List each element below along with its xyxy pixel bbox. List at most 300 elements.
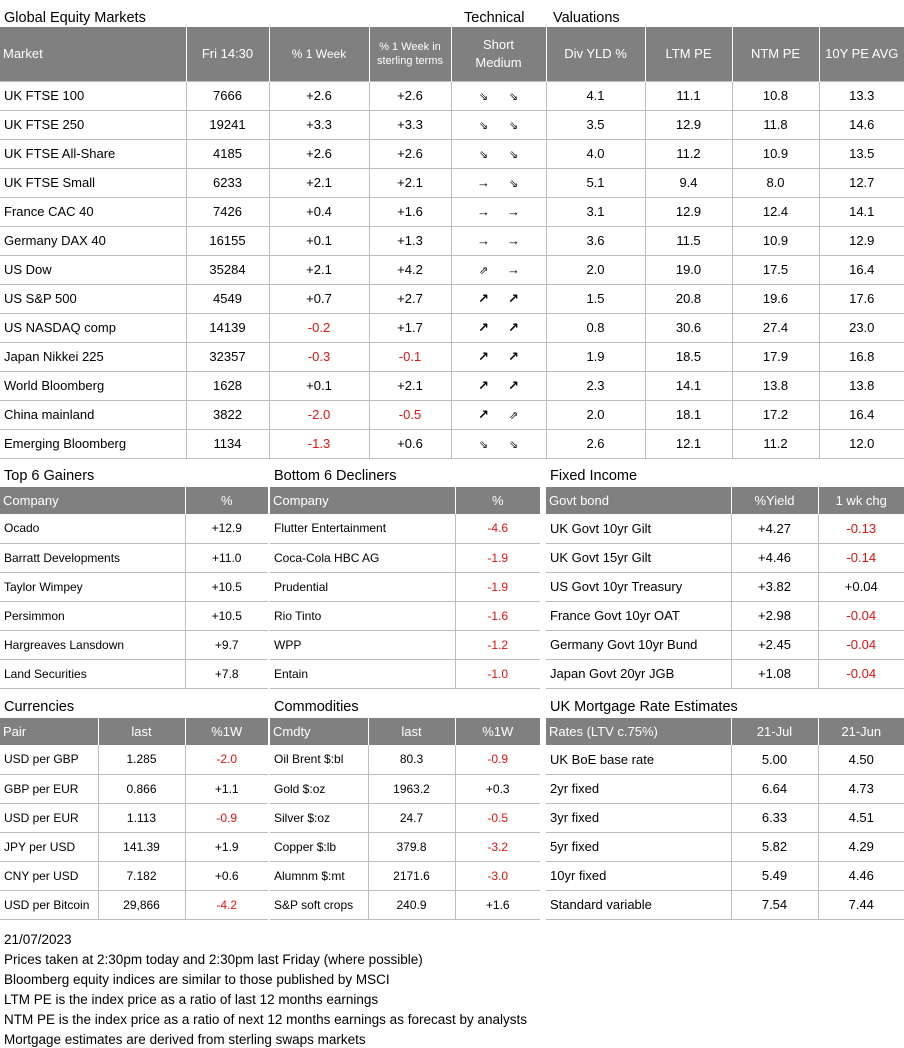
commodities-last: 80.3 <box>368 745 455 774</box>
decliners-pct: -1.0 <box>455 659 540 688</box>
table-row <box>270 601 540 630</box>
table-row <box>546 659 904 688</box>
market-sterling-change: +2.1 <box>369 168 451 197</box>
col-time: Fri 14:30 <box>186 27 269 81</box>
commodities-chg: -0.9 <box>455 745 540 774</box>
market-sterling-change: +1.6 <box>369 197 451 226</box>
market-sterling-change: +2.6 <box>369 139 451 168</box>
market-week-change: +2.1 <box>269 168 369 197</box>
table-row <box>0 630 268 659</box>
market-ltm-pe: 9.4 <box>645 168 732 197</box>
arrow-right-icon <box>475 234 493 247</box>
col-market: Market <box>0 27 186 81</box>
mortgage-title: UK Mortgage Rate Estimates <box>550 699 738 715</box>
currencies-chg: -0.9 <box>185 803 268 832</box>
market-div-yield: 2.6 <box>546 429 645 458</box>
commodities-chg: +0.3 <box>455 774 540 803</box>
fixed-chg: -0.04 <box>818 630 904 659</box>
market-ltm-pe: 12.1 <box>645 429 732 458</box>
table-row <box>270 514 540 543</box>
currencies-chg: +0.6 <box>185 861 268 890</box>
market-sterling-change: +2.6 <box>369 81 451 110</box>
table-row <box>270 861 540 890</box>
market-week-change: +0.4 <box>269 197 369 226</box>
market-div-yield: 1.5 <box>546 284 645 313</box>
currencies-col-last: last <box>98 718 185 745</box>
fixed-bond: US Govt 10yr Treasury <box>546 572 731 601</box>
arrow-down-right-icon <box>475 89 493 104</box>
fixed-yield: +3.82 <box>731 572 818 601</box>
currencies-pair: USD per Bitcoin <box>0 890 98 919</box>
fixed-bond: UK Govt 10yr Gilt <box>546 514 731 543</box>
table-row <box>546 543 904 572</box>
commodities-table <box>270 718 540 920</box>
currencies-last: 7.182 <box>98 861 185 890</box>
mortgage-rate: Standard variable <box>546 890 731 919</box>
table-row <box>0 342 904 371</box>
fixed-chg: -0.14 <box>818 543 904 572</box>
footnote-line: Prices taken at 2:30pm today and 2:30pm last Friday (where possible) <box>4 952 423 967</box>
market-ntm-pe: 11.2 <box>732 429 819 458</box>
market-week-change: -0.2 <box>269 313 369 342</box>
market-sterling-change: +3.3 <box>369 110 451 139</box>
currencies-chg: -4.2 <box>185 890 268 919</box>
market-10y-pe-avg: 13.5 <box>819 139 904 168</box>
market-10y-pe-avg: 16.8 <box>819 342 904 371</box>
decliners-name: Entain <box>270 659 455 688</box>
market-sterling-change: +2.7 <box>369 284 451 313</box>
market-ntm-pe: 8.0 <box>732 168 819 197</box>
gainers-name: Hargreaves Lansdown <box>0 630 185 659</box>
market-ntm-pe: 17.5 <box>732 255 819 284</box>
gainers-col-company: Company <box>0 487 185 514</box>
fixed-yield: +4.27 <box>731 514 818 543</box>
commodities-last: 24.7 <box>368 803 455 832</box>
table-row <box>0 284 904 313</box>
gainers-name: Ocado <box>0 514 185 543</box>
market-price: 1628 <box>186 371 269 400</box>
table-row <box>0 429 904 458</box>
table-row <box>0 803 268 832</box>
technical-indicators <box>451 197 546 226</box>
market-div-yield: 3.6 <box>546 226 645 255</box>
market-10y-pe-avg: 14.6 <box>819 110 904 139</box>
gainers-name: Land Securities <box>0 659 185 688</box>
fixed-chg: -0.13 <box>818 514 904 543</box>
market-ltm-pe: 12.9 <box>645 110 732 139</box>
table-row <box>546 832 904 861</box>
market-div-yield: 0.8 <box>546 313 645 342</box>
valuations-title: Valuations <box>553 10 620 26</box>
market-price: 1134 <box>186 429 269 458</box>
market-name: UK FTSE 250 <box>0 110 186 139</box>
market-name: US Dow <box>0 255 186 284</box>
gainers-pct: +10.5 <box>185 572 268 601</box>
technical-indicators <box>451 400 546 429</box>
commodities-cmdty: S&P soft crops <box>270 890 368 919</box>
technical-indicators <box>451 371 546 400</box>
fixed-title: Fixed Income <box>550 468 638 484</box>
technical-indicators <box>451 81 546 110</box>
table-row <box>270 745 540 774</box>
market-price: 7666 <box>186 81 269 110</box>
mortgage-jun: 4.50 <box>818 745 904 774</box>
commodities-cmdty: Copper $:lb <box>270 832 368 861</box>
market-sterling-change: +2.1 <box>369 371 451 400</box>
market-sterling-change: +4.2 <box>369 255 451 284</box>
market-week-change: -2.0 <box>269 400 369 429</box>
market-week-change: +2.6 <box>269 139 369 168</box>
market-ltm-pe: 30.6 <box>645 313 732 342</box>
table-row <box>270 774 540 803</box>
market-ltm-pe: 18.1 <box>645 400 732 429</box>
mortgage-jul: 5.49 <box>731 861 818 890</box>
decliners-name: Flutter Entertainment <box>270 514 455 543</box>
mortgage-jul: 6.33 <box>731 803 818 832</box>
mortgage-jun: 4.46 <box>818 861 904 890</box>
arrow-down-right-icon <box>475 118 493 133</box>
fixed-bond: Japan Govt 20yr JGB <box>546 659 731 688</box>
market-ltm-pe: 11.1 <box>645 81 732 110</box>
decliners-title: Bottom 6 Decliners <box>274 468 397 484</box>
arrow-right-icon <box>505 205 523 218</box>
market-week-change: +3.3 <box>269 110 369 139</box>
mortgage-jun: 4.73 <box>818 774 904 803</box>
col-week: % 1 Week <box>269 27 369 81</box>
col-sterling: % 1 Week in sterling terms <box>369 27 451 81</box>
commodities-cmdty: Oil Brent $:bl <box>270 745 368 774</box>
arrow-up-right-icon <box>505 350 523 363</box>
table-row <box>0 226 904 255</box>
market-week-change: +0.7 <box>269 284 369 313</box>
equity-title: Global Equity Markets <box>4 10 146 26</box>
technical-indicators <box>451 255 546 284</box>
market-price: 6233 <box>186 168 269 197</box>
market-10y-pe-avg: 12.9 <box>819 226 904 255</box>
mortgage-rate: 2yr fixed <box>546 774 731 803</box>
currencies-last: 1.113 <box>98 803 185 832</box>
market-name: China mainland <box>0 400 186 429</box>
mortgage-col-jul: 21-Jul <box>731 718 818 745</box>
market-sterling-change: -0.5 <box>369 400 451 429</box>
market-name: France CAC 40 <box>0 197 186 226</box>
decliners-pct: -4.6 <box>455 514 540 543</box>
decliners-pct: -1.9 <box>455 572 540 601</box>
table-row <box>0 774 268 803</box>
gainers-pct: +11.0 <box>185 543 268 572</box>
market-div-yield: 2.0 <box>546 255 645 284</box>
market-ltm-pe: 11.5 <box>645 226 732 255</box>
table-row <box>0 572 268 601</box>
technical-indicators <box>451 429 546 458</box>
table-row <box>0 400 904 429</box>
market-sterling-change: -0.1 <box>369 342 451 371</box>
mortgage-rate: 10yr fixed <box>546 861 731 890</box>
mortgage-jul: 6.64 <box>731 774 818 803</box>
market-price: 19241 <box>186 110 269 139</box>
gainers-pct: +10.5 <box>185 601 268 630</box>
technical-title: Technical <box>464 10 525 26</box>
fixed-yield: +4.46 <box>731 543 818 572</box>
currencies-title: Currencies <box>4 699 75 715</box>
mortgage-col-rate: Rates (LTV c.75%) <box>546 718 731 745</box>
col-avg: 10Y PE AVG <box>819 27 904 81</box>
market-div-yield: 3.1 <box>546 197 645 226</box>
table-row <box>0 745 268 774</box>
arrow-up-right-icon <box>505 379 523 392</box>
footnote-line: NTM PE is the index price as a ratio of next 12 months earnings as forecast by analysts <box>4 1012 527 1027</box>
arrow-down-right-icon <box>505 147 523 162</box>
gainers-title: Top 6 Gainers <box>4 468 95 484</box>
table-row <box>546 630 904 659</box>
market-price: 32357 <box>186 342 269 371</box>
footnote-line: LTM PE is the index price as a ratio of last 12 months earnings <box>4 992 379 1007</box>
arrow-up-right-icon <box>475 350 493 363</box>
mortgage-rate: 3yr fixed <box>546 803 731 832</box>
market-div-yield: 3.5 <box>546 110 645 139</box>
currencies-col-pair: Pair <box>0 718 98 745</box>
arrow-down-right-icon <box>505 89 523 104</box>
market-ntm-pe: 11.8 <box>732 110 819 139</box>
currencies-chg: -2.0 <box>185 745 268 774</box>
table-row <box>0 832 268 861</box>
market-div-yield: 2.3 <box>546 371 645 400</box>
fixed-bond: France Govt 10yr OAT <box>546 601 731 630</box>
commodities-cmdty: Gold $:oz <box>270 774 368 803</box>
footnotes <box>4 930 527 1048</box>
market-price: 4185 <box>186 139 269 168</box>
currencies-pair: USD per EUR <box>0 803 98 832</box>
fixed-chg: +0.04 <box>818 572 904 601</box>
gainers-name: Barratt Developments <box>0 543 185 572</box>
market-10y-pe-avg: 13.3 <box>819 81 904 110</box>
market-week-change: +2.1 <box>269 255 369 284</box>
mortgage-jun: 4.51 <box>818 803 904 832</box>
commodities-cmdty: Alumnm $:mt <box>270 861 368 890</box>
technical-indicators <box>451 168 546 197</box>
market-week-change: -0.3 <box>269 342 369 371</box>
market-price: 14139 <box>186 313 269 342</box>
market-ntm-pe: 27.4 <box>732 313 819 342</box>
market-10y-pe-avg: 16.4 <box>819 255 904 284</box>
technical-indicators <box>451 284 546 313</box>
table-row <box>0 197 904 226</box>
fixed-yield: +2.45 <box>731 630 818 659</box>
footnote-line: 21/07/2023 <box>4 932 72 947</box>
mortgage-jul: 5.82 <box>731 832 818 861</box>
decliners-table <box>270 487 540 689</box>
table-row <box>0 543 268 572</box>
market-ntm-pe: 17.9 <box>732 342 819 371</box>
technical-indicators <box>451 313 546 342</box>
market-week-change: -1.3 <box>269 429 369 458</box>
market-ntm-pe: 10.9 <box>732 226 819 255</box>
market-sterling-change: +1.7 <box>369 313 451 342</box>
currencies-chg: +1.1 <box>185 774 268 803</box>
decliners-pct: -1.6 <box>455 601 540 630</box>
arrow-up-right-icon <box>505 321 523 334</box>
arrow-up-right-outline-icon <box>475 263 493 278</box>
arrow-down-right-icon <box>475 437 493 452</box>
market-week-change: +0.1 <box>269 226 369 255</box>
market-ltm-pe: 20.8 <box>645 284 732 313</box>
market-div-yield: 2.0 <box>546 400 645 429</box>
table-row <box>0 659 268 688</box>
table-row <box>0 861 268 890</box>
table-row <box>0 81 904 110</box>
fixed-bond: Germany Govt 10yr Bund <box>546 630 731 659</box>
market-ntm-pe: 10.9 <box>732 139 819 168</box>
market-div-yield: 1.9 <box>546 342 645 371</box>
market-10y-pe-avg: 17.6 <box>819 284 904 313</box>
currencies-last: 141.39 <box>98 832 185 861</box>
technical-indicators <box>451 342 546 371</box>
market-div-yield: 4.1 <box>546 81 645 110</box>
table-row <box>0 139 904 168</box>
decliners-col-pct: % <box>455 487 540 514</box>
market-price: 7426 <box>186 197 269 226</box>
table-row <box>546 601 904 630</box>
table-row <box>0 601 268 630</box>
arrow-right-icon <box>475 176 493 189</box>
decliners-pct: -1.9 <box>455 543 540 572</box>
table-row <box>0 514 268 543</box>
mortgage-rate: UK BoE base rate <box>546 745 731 774</box>
currencies-last: 0.866 <box>98 774 185 803</box>
market-10y-pe-avg: 23.0 <box>819 313 904 342</box>
table-row <box>0 255 904 284</box>
decliners-col-company: Company <box>270 487 455 514</box>
currencies-pair: CNY per USD <box>0 861 98 890</box>
market-name: UK FTSE 100 <box>0 81 186 110</box>
table-row <box>270 832 540 861</box>
arrow-down-right-icon <box>505 437 523 452</box>
commodities-col-last: last <box>368 718 455 745</box>
market-10y-pe-avg: 13.8 <box>819 371 904 400</box>
market-div-yield: 5.1 <box>546 168 645 197</box>
table-row <box>0 168 904 197</box>
col-ltm: LTM PE <box>645 27 732 81</box>
market-10y-pe-avg: 12.7 <box>819 168 904 197</box>
mortgage-table <box>546 718 904 920</box>
col-ntm: NTM PE <box>732 27 819 81</box>
gainers-pct: +12.9 <box>185 514 268 543</box>
table-row <box>270 890 540 919</box>
commodities-chg: -3.0 <box>455 861 540 890</box>
market-10y-pe-avg: 14.1 <box>819 197 904 226</box>
market-price: 4549 <box>186 284 269 313</box>
arrow-down-right-icon <box>505 176 523 191</box>
mortgage-jun: 7.44 <box>818 890 904 919</box>
market-sterling-change: +1.3 <box>369 226 451 255</box>
gainers-name: Taylor Wimpey <box>0 572 185 601</box>
gainers-col-pct: % <box>185 487 268 514</box>
commodities-col-cmdty: Cmdty <box>270 718 368 745</box>
fixed-chg: -0.04 <box>818 659 904 688</box>
commodities-last: 379.8 <box>368 832 455 861</box>
market-name: UK FTSE All-Share <box>0 139 186 168</box>
market-name: US NASDAQ comp <box>0 313 186 342</box>
fixed-col-chg: 1 wk chg <box>818 487 904 514</box>
mortgage-rate: 5yr fixed <box>546 832 731 861</box>
footnote-line: Bloomberg equity indices are similar to those published by MSCI <box>4 972 390 987</box>
market-week-change: +0.1 <box>269 371 369 400</box>
currencies-pair: USD per GBP <box>0 745 98 774</box>
market-ltm-pe: 19.0 <box>645 255 732 284</box>
market-ntm-pe: 10.8 <box>732 81 819 110</box>
currencies-pair: JPY per USD <box>0 832 98 861</box>
currencies-last: 29,866 <box>98 890 185 919</box>
arrow-down-right-icon <box>475 147 493 162</box>
commodities-title: Commodities <box>274 699 359 715</box>
arrow-up-right-outline-icon <box>505 408 523 423</box>
table-row <box>546 890 904 919</box>
fixed-bond: UK Govt 15yr Gilt <box>546 543 731 572</box>
fixed-col-yield: %Yield <box>731 487 818 514</box>
fixed-income-table <box>546 487 904 689</box>
arrow-up-right-icon <box>505 292 523 305</box>
arrow-right-icon <box>475 205 493 218</box>
table-row <box>546 774 904 803</box>
gainers-pct: +7.8 <box>185 659 268 688</box>
fixed-chg: -0.04 <box>818 601 904 630</box>
footnote-line: Mortgage estimates are derived from sterling swaps markets <box>4 1032 366 1047</box>
decliners-name: WPP <box>270 630 455 659</box>
arrow-right-icon <box>505 263 523 276</box>
commodities-col-chg: %1W <box>455 718 540 745</box>
arrow-up-right-icon <box>475 379 493 392</box>
technical-indicators <box>451 226 546 255</box>
mortgage-jul: 7.54 <box>731 890 818 919</box>
market-ntm-pe: 19.6 <box>732 284 819 313</box>
market-ltm-pe: 18.5 <box>645 342 732 371</box>
decliners-name: Coca-Cola HBC AG <box>270 543 455 572</box>
table-row <box>270 803 540 832</box>
market-name: US S&P 500 <box>0 284 186 313</box>
market-ltm-pe: 11.2 <box>645 139 732 168</box>
gainers-table <box>0 487 268 689</box>
market-div-yield: 4.0 <box>546 139 645 168</box>
col-technical: Short Medium <box>451 27 546 81</box>
table-row <box>270 659 540 688</box>
market-10y-pe-avg: 16.4 <box>819 400 904 429</box>
arrow-right-icon <box>505 234 523 247</box>
commodities-cmdty: Silver $:oz <box>270 803 368 832</box>
arrow-up-right-icon <box>475 321 493 334</box>
technical-indicators <box>451 110 546 139</box>
mortgage-jul: 5.00 <box>731 745 818 774</box>
decliners-name: Prudential <box>270 572 455 601</box>
technical-indicators <box>451 139 546 168</box>
col-div: Div YLD % <box>546 27 645 81</box>
fixed-col-bond: Govt bond <box>546 487 731 514</box>
table-row <box>270 572 540 601</box>
currencies-table <box>0 718 268 920</box>
market-price: 35284 <box>186 255 269 284</box>
currencies-last: 1.285 <box>98 745 185 774</box>
market-10y-pe-avg: 12.0 <box>819 429 904 458</box>
market-ltm-pe: 14.1 <box>645 371 732 400</box>
market-name: UK FTSE Small <box>0 168 186 197</box>
market-name: Germany DAX 40 <box>0 226 186 255</box>
equity-table <box>0 27 904 459</box>
commodities-chg: -3.2 <box>455 832 540 861</box>
table-row <box>546 514 904 543</box>
commodities-last: 2171.6 <box>368 861 455 890</box>
gainers-name: Persimmon <box>0 601 185 630</box>
table-row <box>546 572 904 601</box>
currencies-chg: +1.9 <box>185 832 268 861</box>
